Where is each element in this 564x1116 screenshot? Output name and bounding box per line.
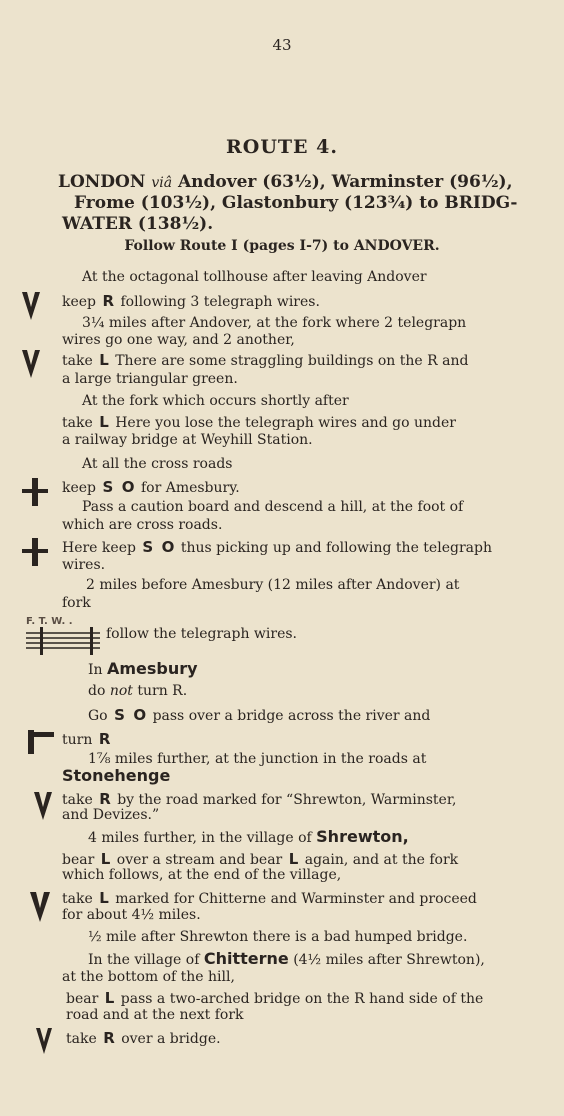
- direction-letter: L: [99, 413, 109, 431]
- direction-letter: S: [102, 478, 114, 496]
- text-line: and Devizes.”: [62, 807, 160, 823]
- text-line: take L Here you lose the telegraph wires and go under: [62, 413, 456, 431]
- text-line: keep S O for Amesbury.: [62, 478, 240, 496]
- text-line: Pass a caution board and descend a hill, at the foot of: [82, 499, 464, 515]
- text-line: which follows, at the end of the village,: [62, 867, 342, 883]
- text-line: wires go one way, and 2 another,: [62, 332, 295, 348]
- direction-letter: R: [99, 790, 111, 808]
- direction-letter: R: [102, 292, 115, 310]
- text-line: At all the cross roads: [82, 456, 233, 472]
- text-line: In Amesbury: [88, 659, 198, 678]
- direction-letter: O: [121, 478, 135, 496]
- route-heading-line-2: Frome (103½), Glastonbury (123¾) to BRIDG-: [74, 193, 518, 213]
- direction-letter: R: [103, 1029, 115, 1047]
- fork-v-sign-icon: [20, 348, 42, 380]
- route-title: ROUTE 4.: [226, 136, 338, 158]
- place-name: Chitterne: [203, 949, 289, 968]
- text-line: follow the telegraph wires.: [106, 626, 297, 642]
- text-line: 4 miles further, in the village of Shrewton,: [88, 827, 409, 846]
- text-line: turn R: [62, 730, 111, 748]
- text-line: at the bottom of the hill,: [62, 969, 235, 985]
- telegraph-wires-sign-icon: [26, 627, 102, 655]
- text-line: wires.: [62, 557, 106, 573]
- text-line: take L There are some straggling buildings on the R and: [62, 351, 469, 369]
- text-line: Go S O pass over a bridge across the river and: [88, 706, 431, 724]
- text-line: In the village of Chitterne (4½ miles after Shrewton),: [88, 949, 485, 968]
- text-line: for about 4½ miles.: [62, 907, 201, 923]
- text-line: take R by the road marked for “Shrewton, Warminster,: [62, 790, 457, 808]
- text-line: take R over a bridge.: [66, 1029, 221, 1047]
- text-line: a large triangular green.: [62, 371, 238, 387]
- ftw-label: F. T. W. .: [26, 616, 73, 627]
- fork-v-sign-icon: [28, 890, 52, 924]
- place-name: Shrewton,: [316, 827, 409, 846]
- text-line: 2 miles before Amesbury (12 miles after Andover) at: [86, 577, 460, 593]
- text-line: bear L pass a two-arched bridge on the R hand side of the: [66, 989, 484, 1007]
- text-line: keep R following 3 telegraph wires.: [62, 292, 320, 310]
- crossroads-sign-icon: [22, 478, 48, 506]
- page-number: 43: [272, 36, 292, 54]
- crossroads-sign-icon: [22, 538, 48, 566]
- fork-v-sign-icon: [20, 290, 42, 322]
- text-line: 3¼ miles after Andover, at the fork where 2 telegrapn: [82, 315, 467, 331]
- text-line: Here keep S O thus picking up and following the telegraph: [62, 538, 492, 556]
- direction-letter: L: [99, 889, 109, 907]
- text-line: fork: [62, 595, 91, 611]
- direction-letter: L: [100, 850, 111, 868]
- place-name: Amesbury: [107, 659, 198, 678]
- right-turn-sign-icon: [28, 730, 54, 754]
- text-line: a railway bridge at Weyhill Station.: [62, 432, 313, 448]
- direction-letter: L: [99, 351, 109, 369]
- text-line: do not turn R.: [88, 683, 188, 699]
- text-line: bear L over a stream and bear L again, and at the fork: [62, 850, 459, 868]
- direction-letter: R: [98, 730, 111, 748]
- direction-letter: S: [114, 706, 125, 724]
- text-line: take L marked for Chitterne and Warminster and proceed: [62, 889, 477, 907]
- follow-route-instruction: Follow Route I (pages I-7) to ANDOVER.: [124, 238, 440, 254]
- text-line: 1⅞ miles further, at the junction in the roads at: [88, 751, 427, 767]
- place-name: Stonehenge: [62, 766, 171, 785]
- text-line: At the octagonal tollhouse after leaving Andover: [82, 269, 427, 285]
- text-line: ½ mile after Shrewton there is a bad humped bridge.: [88, 929, 468, 945]
- direction-letter: O: [133, 706, 147, 724]
- route-heading-line-1: LONDON viâ Andover (63½), Warminster (96½),: [58, 172, 513, 192]
- direction-letter: O: [161, 538, 175, 556]
- fork-v-sign-icon: [34, 1026, 54, 1056]
- fork-v-sign-icon: [32, 790, 54, 822]
- text-line: which are cross roads.: [62, 517, 223, 533]
- direction-letter: L: [288, 850, 299, 868]
- text-line: At the fork which occurs shortly after: [82, 393, 349, 409]
- route-heading-line-3: WATER (138½).: [62, 214, 214, 234]
- direction-letter: S: [142, 538, 154, 556]
- direction-letter: L: [104, 989, 115, 1007]
- text-line: road and at the next fork: [66, 1007, 244, 1023]
